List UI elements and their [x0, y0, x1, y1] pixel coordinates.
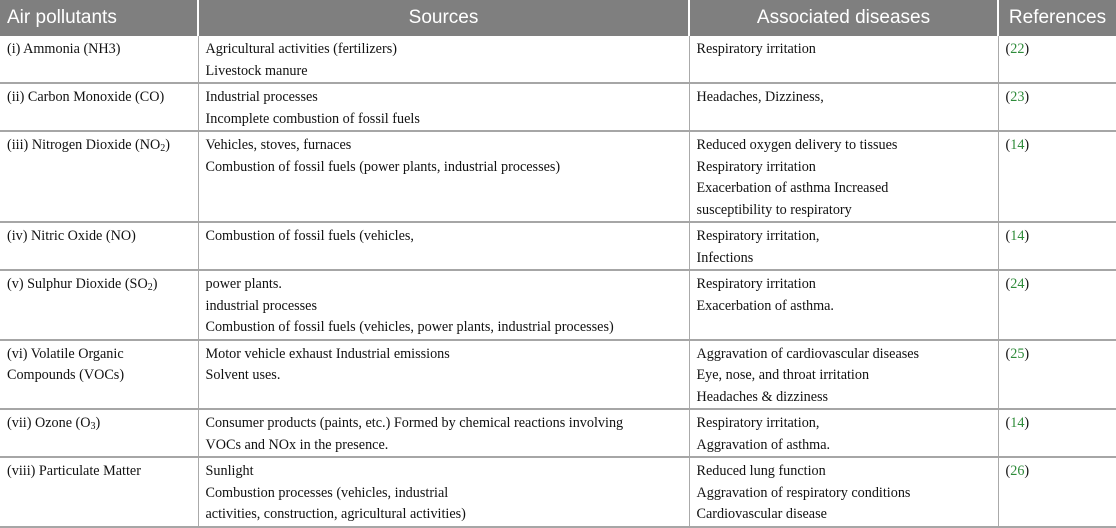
- pollutant-cell: [0, 36, 198, 83]
- diseases-cell: [689, 222, 998, 270]
- header-references: References: [998, 0, 1116, 36]
- pollutant-text: (iii) Nitrogen Dioxide (NO: [7, 137, 161, 153]
- pollutant-text: (viii) Particulate Matter: [7, 463, 141, 479]
- pollutant-name: [7, 461, 192, 483]
- disease-line: Exacerbation of asthma Increased: [696, 180, 889, 196]
- diseases-cell: [689, 83, 998, 131]
- reference-close-paren: ): [1024, 228, 1030, 244]
- table-row: [0, 131, 1116, 222]
- diseases-cell: [689, 270, 998, 340]
- pollutant-text: (v) Sulphur Dioxide (SO: [7, 276, 148, 292]
- reference-cell: [998, 409, 1116, 457]
- disease-line: Headaches, Dizziness,: [696, 89, 824, 105]
- disease-line: Respiratory irritation: [696, 276, 816, 292]
- pollutant-cell: [0, 83, 198, 131]
- pollutant-name: [7, 226, 192, 248]
- pollutant-name: [7, 344, 192, 366]
- reference-link[interactable]: 25: [1010, 345, 1025, 362]
- pollutant-text: (vi) Volatile Organic: [7, 345, 124, 362]
- source-line: Incomplete combustion of fossil fuels: [205, 110, 420, 127]
- reference-open-paren: (: [1005, 463, 1011, 479]
- reference-close-paren: ): [1024, 41, 1030, 57]
- disease-line: Respiratory irritation,: [696, 228, 820, 244]
- sources-cell: [198, 340, 689, 410]
- pollutant-text: (i) Ammonia (NH3): [7, 41, 121, 57]
- reference-link[interactable]: 23: [1010, 89, 1025, 105]
- source-line: Sunlight: [205, 463, 254, 479]
- reference-cell: [998, 36, 1116, 83]
- pollutant-name: [7, 39, 192, 61]
- source-line: Industrial processes: [205, 89, 318, 105]
- reference-close-paren: ): [1024, 415, 1030, 431]
- disease-line: Eye, nose, and throat irritation: [696, 367, 870, 383]
- header-diseases: Associated diseases: [689, 0, 998, 36]
- disease-line: Reduced oxygen delivery to tissues: [696, 137, 898, 153]
- pollutant-subscript: 2: [147, 282, 153, 293]
- reference-cell: [998, 222, 1116, 270]
- reference-link[interactable]: 14: [1010, 137, 1025, 153]
- disease-line: Exacerbation of asthma.: [696, 297, 834, 314]
- diseases-cell: [689, 340, 998, 410]
- table-row: [0, 222, 1116, 270]
- sources-cell: [198, 83, 689, 131]
- reference-open-paren: (: [1005, 41, 1011, 57]
- reference-cell: [998, 457, 1116, 527]
- sources-cell: [198, 409, 689, 457]
- disease-line: susceptibility to respiratory: [696, 201, 852, 218]
- disease-line: Aggravation of cardiovascular diseases: [696, 345, 920, 362]
- reference-cell: [998, 340, 1116, 410]
- diseases-cell: [689, 409, 998, 457]
- source-line: industrial processes: [205, 297, 318, 314]
- source-line: Motor vehicle exhaust Industrial emissions: [205, 345, 450, 362]
- pollutant-text: (iv) Nitric Oxide (NO): [7, 228, 136, 244]
- reference-cell: [998, 131, 1116, 222]
- table-row: [0, 83, 1116, 131]
- disease-line: Respiratory irritation: [696, 41, 816, 57]
- source-line: activities, construction, agricultural activities): [205, 506, 466, 522]
- reference-link[interactable]: 24: [1010, 276, 1025, 292]
- pollutant-cell: [0, 409, 198, 457]
- pollutant-name: [7, 135, 192, 157]
- pollutant-tail: ): [152, 276, 158, 292]
- disease-line: Infections: [696, 249, 754, 266]
- disease-line: Respiratory irritation,: [696, 415, 820, 431]
- table-row: [0, 340, 1116, 410]
- header-row: [0, 0, 1116, 36]
- pollutant-cell: [0, 222, 198, 270]
- sources-cell: [198, 270, 689, 340]
- pollutant-name: [7, 413, 192, 435]
- header-pollutant: Air pollutants: [0, 0, 198, 36]
- source-line: Combustion processes (vehicles, industrial: [205, 484, 449, 501]
- pollutant-tail: ): [165, 137, 171, 153]
- sources-cell: [198, 222, 689, 270]
- table-row: [0, 270, 1116, 340]
- reference-open-paren: (: [1005, 89, 1011, 105]
- source-line: Vehicles, stoves, furnaces: [205, 137, 352, 153]
- source-line: Consumer products (paints, etc.) Formed by chemical reactions involving: [205, 415, 624, 431]
- pollutant-text: (ii) Carbon Monoxide (CO): [7, 89, 165, 105]
- source-line: Solvent uses.: [205, 367, 281, 383]
- source-line: VOCs and NOx in the presence.: [205, 436, 389, 453]
- source-line: Livestock manure: [205, 62, 308, 79]
- disease-line: Aggravation of respiratory conditions: [696, 484, 911, 501]
- diseases-cell: [689, 457, 998, 527]
- disease-line: Headaches & dizziness: [696, 388, 829, 405]
- table-row: [0, 409, 1116, 457]
- pollutant-cell: [0, 340, 198, 410]
- diseases-cell: [689, 36, 998, 83]
- reference-cell: [998, 83, 1116, 131]
- reference-open-paren: (: [1005, 345, 1011, 362]
- disease-line: Cardiovascular disease: [696, 506, 827, 522]
- source-line: Combustion of fossil fuels (vehicles,: [205, 228, 414, 244]
- pollutant-text: (vii) Ozone (O: [7, 415, 91, 431]
- reference-open-paren: (: [1005, 228, 1011, 244]
- source-line: Combustion of fossil fuels (power plants, industrial processes): [205, 158, 561, 175]
- sources-cell: [198, 457, 689, 527]
- table-row: [0, 36, 1116, 83]
- disease-line: Respiratory irritation: [696, 158, 816, 175]
- source-line: Agricultural activities (fertilizers): [205, 41, 397, 57]
- pollutant-subscript: 3: [90, 421, 96, 432]
- header-sources: Sources: [198, 0, 689, 36]
- reference-close-paren: ): [1024, 276, 1030, 292]
- disease-line: Reduced lung function: [696, 463, 826, 479]
- reference-link[interactable]: 22: [1010, 41, 1025, 57]
- sources-cell: [198, 36, 689, 83]
- reference-cell: [998, 270, 1116, 340]
- reference-link[interactable]: 26: [1010, 463, 1025, 479]
- source-line: Combustion of fossil fuels (vehicles, power plants, industrial processes): [205, 319, 614, 335]
- pollutant-subscript: 2: [160, 143, 166, 154]
- source-line: power plants.: [205, 276, 282, 292]
- pollutant-name: [7, 87, 192, 109]
- pollutant-name-line2: Compounds (VOCs): [7, 367, 125, 383]
- reference-link[interactable]: 14: [1010, 228, 1025, 244]
- reference-close-paren: ): [1024, 463, 1030, 479]
- pollutant-cell: [0, 457, 198, 527]
- reference-close-paren: ): [1024, 89, 1030, 105]
- reference-open-paren: (: [1005, 137, 1011, 153]
- pollutant-cell: [0, 270, 198, 340]
- reference-open-paren: (: [1005, 415, 1011, 431]
- reference-close-paren: ): [1024, 345, 1030, 362]
- pollutant-tail: ): [95, 415, 101, 431]
- diseases-cell: [689, 131, 998, 222]
- table-row: [0, 457, 1116, 527]
- reference-open-paren: (: [1005, 276, 1011, 292]
- sources-cell: [198, 131, 689, 222]
- pollutant-name: [7, 274, 192, 296]
- reference-link[interactable]: 14: [1010, 415, 1025, 431]
- reference-close-paren: ): [1024, 137, 1030, 153]
- pollutant-cell: [0, 131, 198, 222]
- disease-line: Aggravation of asthma.: [696, 436, 831, 453]
